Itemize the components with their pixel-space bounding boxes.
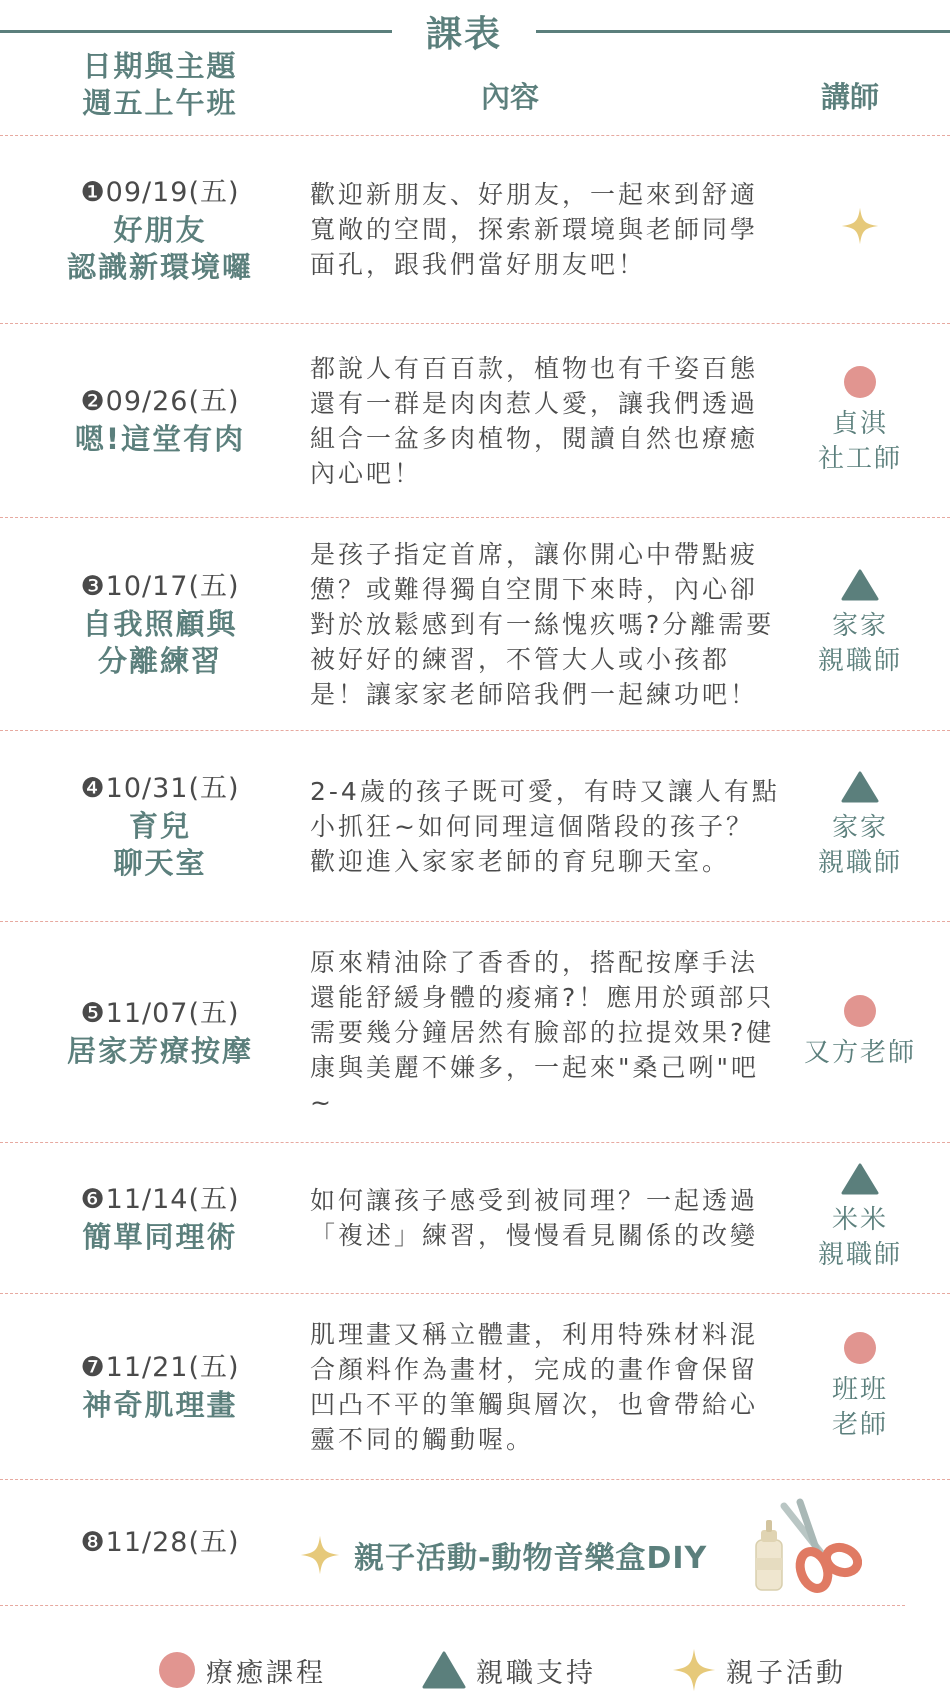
divider — [0, 1605, 905, 1606]
legend-item — [422, 1640, 596, 1700]
sparkle-icon — [672, 1648, 716, 1692]
session-row — [0, 731, 950, 921]
triangle-icon — [841, 1163, 879, 1195]
circle-icon — [843, 1331, 877, 1365]
triangle-icon — [841, 569, 879, 601]
session-theme: 自我照顧與 分離練習 — [82, 607, 238, 678]
session-row — [0, 1294, 950, 1479]
sparkle-icon — [841, 207, 879, 245]
session-theme: 育兒 聊天室 — [113, 809, 207, 880]
teacher-name: 家家 親職師 — [817, 611, 902, 676]
legend-label: 療癒課程 — [206, 1657, 326, 1689]
teacher-name: 又方老師 — [803, 1037, 916, 1068]
circle-icon — [843, 365, 877, 399]
legend-item — [672, 1640, 846, 1700]
teacher-name: 家家 親職師 — [817, 813, 902, 878]
teacher-name: 米米 親職師 — [817, 1205, 902, 1270]
sparkle-icon — [300, 1535, 340, 1575]
triangle-icon — [422, 1651, 466, 1689]
session-date: ❻11/14(五) — [80, 1183, 240, 1215]
teacher-name: 貞淇 社工師 — [817, 408, 902, 474]
session-row — [0, 518, 950, 730]
circle-icon — [843, 994, 877, 1028]
session-date: ❶09/19(五) — [80, 176, 240, 208]
session-row — [0, 136, 950, 323]
session-theme: 好朋友 認識新環境囉 — [66, 212, 253, 284]
scissors-glue-icon — [752, 1496, 862, 1596]
session-row — [0, 1143, 950, 1293]
session-description: 都說人有百百款，植物也有千姿百態還有一群是肉肉惹人愛，讓我們透過組合一盆多肉植物，閱讀自然也療癒內心吧！ — [310, 353, 759, 488]
session-date: ❸10/17(五) — [80, 571, 240, 602]
session-theme: 嗯!這堂有肉 — [74, 422, 246, 456]
header-teacher: 講師 — [820, 80, 879, 114]
legend-item — [158, 1640, 326, 1700]
session-description: 如何讓孩子感受到被同理？一起透過「複述」練習，慢慢看見關係的改變 — [310, 1186, 759, 1250]
session-description: 原來精油除了香香的，搭配按摩手法還能舒緩身體的痠痛?！應用於頭部只需要幾分鐘居然有臉部的拉提效果?健康與美麗不嫌多，一起來"桑己咧"吧~ — [310, 947, 775, 1117]
session-theme: 簡單同理術 — [82, 1219, 238, 1254]
title-rule-right — [536, 30, 950, 33]
circle-icon — [158, 1651, 196, 1689]
session-description: 是孩子指定首席，讓你開心中帶點疲憊？或難得獨自空閒下來時，內心卻對於放鬆感到有一絲愧疚嗎?分離需要被好好的練習，不管大人或小孩都是！讓家家老師陪我們一起練功吧！ — [310, 539, 775, 709]
triangle-icon — [841, 771, 879, 803]
final-activity — [300, 1525, 707, 1585]
session-description: 肌理畫又稱立體畫，利用特殊材料混合顏料作為畫材，完成的畫作會保留凹凸不平的筆觸與層次，也會帶給心靈不同的觸動喔。 — [310, 1319, 759, 1454]
session-date: ❼11/21(五) — [80, 1352, 240, 1383]
session-date: ❹10/31(五) — [80, 773, 240, 804]
title-rule-left — [0, 30, 392, 33]
header-content: 內容 — [480, 80, 539, 114]
session-description: 2-4歲的孩子既可愛，有時又讓人有點小抓狂~如何同理這個階段的孩子？歡迎進入家家老師的育兒聊天室。 — [310, 776, 780, 876]
session-date: ❺11/07(五) — [80, 997, 240, 1029]
session-description: 歡迎新朋友、好朋友，一起來到舒適寬敞的空間，探索新環境與老師同學面孔，跟我們當好朋友吧！ — [310, 180, 759, 279]
session-row — [0, 922, 950, 1142]
session-theme: 神奇肌理畫 — [82, 1388, 238, 1422]
session-row — [0, 324, 950, 517]
session-date: ❷09/26(五) — [80, 386, 240, 417]
final-activity-title: 親子活動-動物音樂盒DIY — [354, 1541, 708, 1576]
teacher-name: 班班 老師 — [831, 1374, 888, 1440]
session-theme: 居家芳療按摩 — [66, 1033, 253, 1068]
legend-label: 親子活動 — [726, 1657, 846, 1689]
page-title: 課表 — [425, 14, 502, 55]
legend — [0, 1640, 950, 1700]
session-date: ❽11/28(五) — [80, 1526, 240, 1558]
header-date-theme: 日期與主題 週五上午班 — [82, 49, 238, 120]
legend-label: 親職支持 — [476, 1657, 596, 1689]
